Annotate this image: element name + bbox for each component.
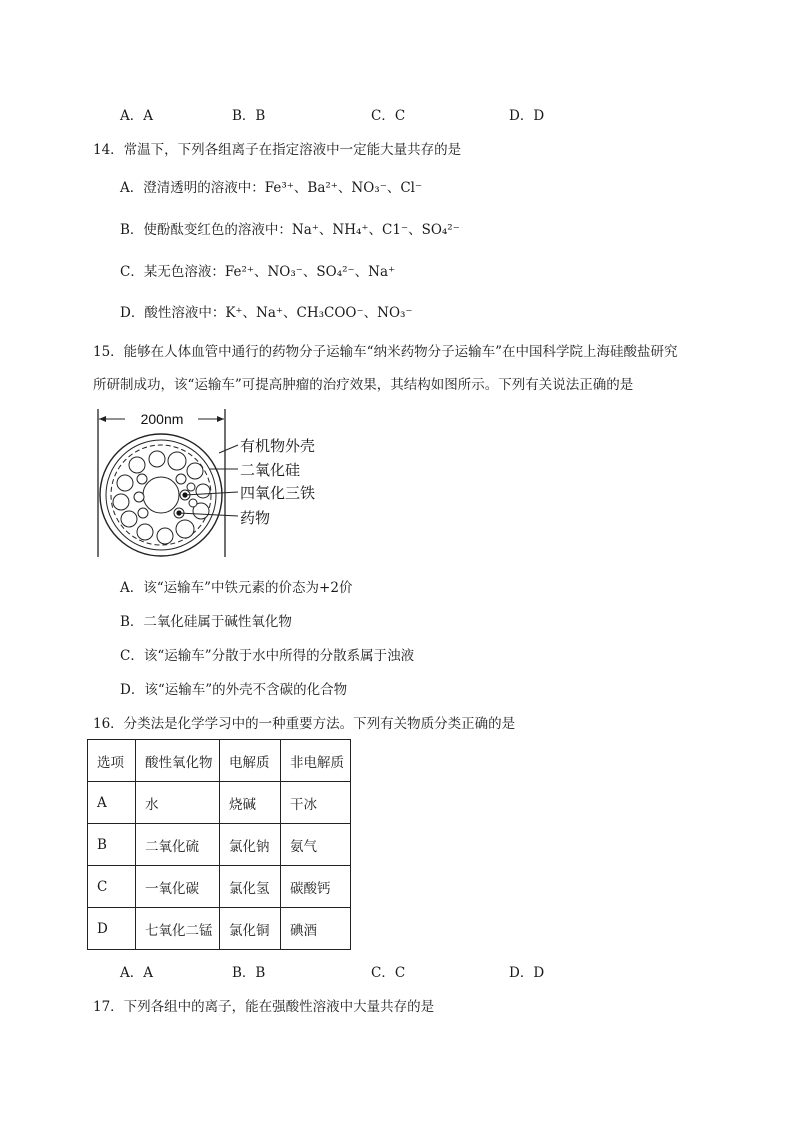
- table-cell: 一氧化碳: [136, 866, 220, 908]
- q14-option-b-prefix: B．使酚酞变红色的溶液中：: [120, 222, 292, 238]
- q14-option-a-prefix: A．澄清透明的溶液中：: [120, 180, 265, 196]
- q16-option-c: C．C: [371, 965, 406, 981]
- table-cell: D: [88, 908, 136, 950]
- q16-stem: 16．分类法是化学学习中的一种重要方法。下列有关物质分类正确的是: [93, 716, 516, 732]
- q17-stem: 17．下列各组中的离子，能在强酸性溶液中大量共存的是: [93, 999, 435, 1015]
- q14-option-a: [120, 176, 422, 196]
- core-particle: [143, 477, 179, 513]
- label-organic-shell: 有机物外壳: [240, 437, 316, 455]
- table-cell: 碘酒: [281, 908, 351, 950]
- q15-option-d: D．该“运输车”的外壳不含碳的化合物: [120, 682, 348, 698]
- table-cell: 氯化钠: [220, 824, 281, 866]
- particles: [113, 451, 210, 544]
- label-iron-oxide: 四氧化三铁: [240, 484, 316, 502]
- q15-stem-line2: 所研制成功，该“运输车”可提高肿瘤的治疗效果，其结构如图所示。下列有关说法正确的是: [93, 377, 634, 393]
- leader-shell: [219, 445, 238, 453]
- table-row: [88, 782, 351, 824]
- table-header: 非电解质: [281, 740, 351, 782]
- q13-option-b: B．B: [232, 108, 266, 124]
- table-header: 电解质: [220, 740, 281, 782]
- table-cell: 氨气: [281, 824, 351, 866]
- table-cell: 烧碱: [220, 782, 281, 824]
- table-cell: A: [88, 782, 136, 824]
- q13-option-d: D．D: [509, 108, 545, 124]
- q13-option-c: C．C: [371, 108, 406, 124]
- q14-stem: 14．常温下，下列各组离子在指定溶液中一定能大量共存的是: [93, 142, 462, 158]
- table-cell: 水: [136, 782, 220, 824]
- q15-stem-line1: 15．能够在人体血管中通行的药物分子运输车“纳米药物分子运输车”在中国科学院上海硅酸盐研究: [93, 344, 678, 360]
- q16-option-d: D．D: [509, 965, 545, 981]
- table-cell: 氯化铜: [220, 908, 281, 950]
- label-drug: 药物: [240, 509, 271, 527]
- table-header: 酸性氧化物: [136, 740, 220, 782]
- q16-option-b: B．B: [232, 965, 266, 981]
- label-silica: 二氧化硅: [240, 461, 301, 479]
- q14-option-d-ions: K⁺、Na⁺、CH₃COO⁻、NO₃⁻: [225, 305, 413, 321]
- leader-iron-oxide: [185, 492, 238, 495]
- table-cell: 干冰: [281, 782, 351, 824]
- arrowhead-left: [99, 416, 106, 422]
- q13-options: [120, 104, 680, 124]
- table-cell: 二氧化硫: [136, 824, 220, 866]
- table-cell: B: [88, 824, 136, 866]
- table-header: 选项: [88, 740, 136, 782]
- q14-option-c: [120, 260, 395, 280]
- nano-carrier-diagram: [95, 407, 345, 559]
- table-cell: 氯化氢: [220, 866, 281, 908]
- q15-option-b: B．二氧化硅属于碱性氧化物: [120, 614, 292, 630]
- classification-table: [87, 739, 351, 950]
- table-row: [88, 908, 351, 950]
- q14-option-c-prefix: C．某无色溶液：: [120, 264, 225, 280]
- table-cell: 碳酸钙: [281, 866, 351, 908]
- table-cell: C: [88, 866, 136, 908]
- q16-option-a: A．A: [120, 965, 153, 981]
- table-cell: 七氧化二锰: [136, 908, 220, 950]
- q14-option-b-ions: Na⁺、NH₄⁺、C1⁻、SO₄²⁻: [291, 222, 460, 238]
- q13-option-a: A．A: [120, 108, 153, 124]
- q14-option-d: [120, 301, 413, 321]
- table-header-row: [88, 740, 351, 782]
- width-label: 200nm: [140, 411, 184, 427]
- arrowhead-right: [217, 416, 224, 422]
- q14-option-a-ions: Fe³⁺、Ba²⁺、NO₃⁻、Cl⁻: [264, 180, 423, 196]
- q15-option-a: A．该“运输车”中铁元素的价态为+2价: [120, 580, 353, 596]
- q14-option-d-prefix: D．酸性溶液中：: [120, 305, 226, 321]
- q16-options: [120, 961, 680, 981]
- q14-option-b: [120, 218, 460, 238]
- table-row: [88, 866, 351, 908]
- q14-option-c-ions: Fe²⁺、NO₃⁻、SO₄²⁻、Na⁺: [224, 264, 396, 280]
- q15-option-c: C．该“运输车”分散于水中所得的分散系属于浊液: [120, 648, 415, 664]
- table-row: [88, 824, 351, 866]
